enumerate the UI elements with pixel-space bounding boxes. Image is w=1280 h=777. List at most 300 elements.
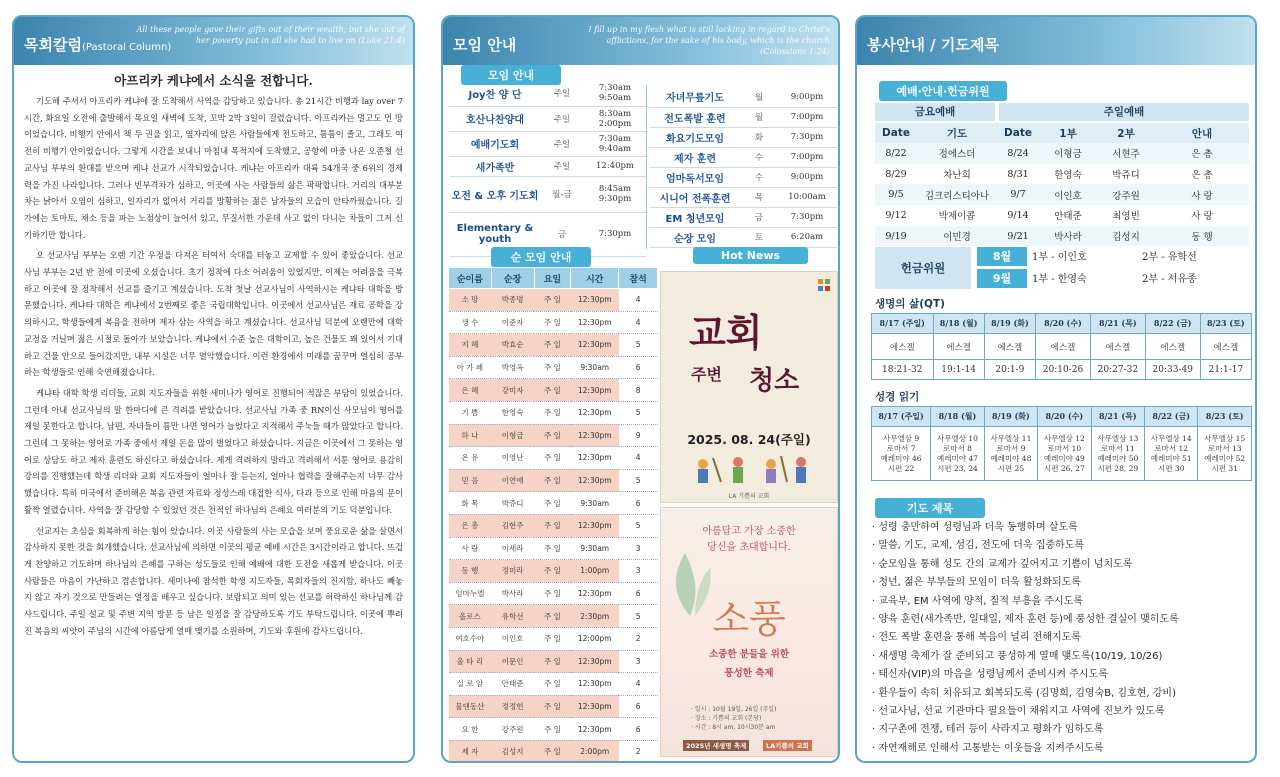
table-cell: 3 bbox=[619, 560, 658, 583]
table-cell: 9/19 bbox=[885, 230, 907, 242]
prayer-item: · 청년, 젊은 부부들의 모임이 더욱 활성화되도록 bbox=[872, 574, 1252, 592]
table-cell: 2 bbox=[619, 627, 658, 650]
table-cell: 차난희 bbox=[943, 170, 971, 182]
meeting-name: 화요기도모임 bbox=[649, 127, 741, 147]
table-cell: 12:30pm bbox=[571, 401, 619, 424]
reading-day: 8/21 (목) bbox=[1091, 407, 1144, 427]
table-row bbox=[449, 537, 658, 560]
qt-ref: 20:33-49 bbox=[1145, 360, 1200, 380]
table-cell: 이준자 bbox=[491, 311, 534, 334]
qt-ref: 20:10-26 bbox=[1036, 360, 1091, 380]
worship-table-body bbox=[875, 143, 1249, 246]
meeting-day: 월 bbox=[741, 87, 777, 107]
meeting-name: EM 청년모임 bbox=[649, 207, 741, 227]
reading-day: 8/18 (월) bbox=[931, 407, 984, 427]
table-cell: 4 bbox=[619, 289, 658, 312]
reading-line: 사무엘상 13 bbox=[1097, 433, 1139, 443]
table-cell: 2:00pm bbox=[571, 740, 619, 763]
table-cell: 정정헌 bbox=[491, 695, 534, 718]
qt-ref-row bbox=[872, 360, 1252, 380]
table-cell: 주 일 bbox=[534, 560, 571, 583]
table-cell: 소 망 bbox=[449, 289, 492, 312]
meeting-time: 6:20am bbox=[777, 227, 837, 247]
reading-line: 시편 31 bbox=[1211, 463, 1238, 473]
table-cell: 화 목 bbox=[449, 492, 492, 515]
table-cell: 주 일 bbox=[534, 537, 571, 560]
table-cell: 동 행 bbox=[449, 560, 492, 583]
meetings-quote: I fill up in my flesh what is still lacking in regard to Christ's afflictions, for the sake of his body, which is the church (Colossians 1:24) bbox=[588, 25, 830, 56]
table-row bbox=[449, 740, 658, 763]
reading-day: 8/23 (토) bbox=[1198, 407, 1252, 427]
reading-line: 예레미야 46 bbox=[880, 453, 922, 463]
reading-cell bbox=[984, 427, 1037, 481]
table-cell: 울 타 리 bbox=[449, 650, 492, 673]
table-cell: 주 일 bbox=[534, 447, 571, 470]
table-cell: 이형금 bbox=[1054, 149, 1082, 161]
table-cell: 김성지 bbox=[491, 740, 534, 763]
table-cell: 박사라 bbox=[491, 582, 534, 605]
prayer-item: · 교육부, EM 사역에 양적, 질적 부흥을 주시도록 bbox=[872, 593, 1252, 611]
meeting-time: 7:30am 9:40am bbox=[583, 131, 647, 156]
table-cell: 박종명 bbox=[491, 289, 534, 312]
table-cell: 이인호 bbox=[1054, 190, 1082, 202]
table-cell: 은 총 bbox=[449, 514, 492, 537]
qt-day: 8/19 (화) bbox=[984, 314, 1035, 334]
table-cell: 8/22 bbox=[885, 147, 907, 159]
table-cell: 주 일 bbox=[534, 469, 571, 492]
table-cell: 9:30am bbox=[571, 356, 619, 379]
table-cell: 생 수 bbox=[449, 311, 492, 334]
meeting-day: 화 bbox=[741, 127, 777, 147]
poster1-title: 교회 bbox=[689, 310, 763, 355]
poster2-foot2: LA기쁨의 교회 bbox=[763, 740, 812, 751]
qt-day: 8/20 (수) bbox=[1036, 314, 1091, 334]
meeting-name: 시니어 전폭훈련 bbox=[649, 187, 741, 207]
col-header: 순장 bbox=[491, 268, 534, 289]
table-cell: 주 일 bbox=[534, 718, 571, 741]
meeting-day: 주일 bbox=[541, 156, 583, 176]
service-header bbox=[857, 17, 1255, 65]
reading-day: 8/20 (수) bbox=[1038, 407, 1091, 427]
prayer-item: · 지구촌에 전쟁, 테러 등이 사라지고 평화가 임하도록 bbox=[872, 721, 1252, 739]
prayer-item: · 전도 폭발 훈련을 통해 복음이 널리 전해지도록 bbox=[872, 629, 1252, 647]
col-header: 순이름 bbox=[449, 268, 492, 289]
table-row bbox=[875, 164, 1249, 185]
table-cell: 이형금 bbox=[491, 424, 534, 447]
table-cell: 3 bbox=[619, 537, 658, 560]
table-row bbox=[449, 627, 658, 650]
reading-line: 사무엘상 11 bbox=[990, 433, 1032, 443]
reading-line: 로마서 9 bbox=[996, 443, 1026, 453]
col-header: 시간 bbox=[571, 268, 619, 289]
pastoral-header bbox=[14, 17, 413, 65]
church-cleanup-poster bbox=[660, 271, 838, 503]
meeting-name: 전도폭발 훈련 bbox=[649, 107, 741, 127]
worship-table-header bbox=[875, 123, 1249, 143]
prayer-list bbox=[872, 519, 1252, 758]
table-cell: 한영숙 bbox=[491, 401, 534, 424]
pastoral-column-panel bbox=[12, 15, 415, 763]
meeting-row bbox=[449, 131, 647, 156]
reading-line: 시편 25 bbox=[997, 463, 1025, 473]
meeting-name: Joy찬 양 단 bbox=[449, 81, 541, 106]
col-header: 참석 bbox=[619, 268, 658, 289]
new-life-festival-poster bbox=[660, 507, 838, 757]
meeting-time: 7:30pm bbox=[777, 127, 837, 147]
table-cell: 12:30pm bbox=[571, 695, 619, 718]
reading-line: 사무엘상 10 bbox=[936, 433, 978, 443]
table-cell: 주 일 bbox=[534, 650, 571, 673]
table-cell: 6 bbox=[619, 356, 658, 379]
reading-line: 사무엘상 9 bbox=[883, 433, 920, 443]
qt-ref: 20:27-32 bbox=[1090, 360, 1145, 380]
qt-book: 에스겔 bbox=[1200, 334, 1251, 360]
reading-table bbox=[871, 406, 1252, 481]
table-row bbox=[449, 424, 658, 447]
reading-cell bbox=[1091, 427, 1144, 481]
reading-line: 사무엘상 14 bbox=[1150, 433, 1192, 443]
table-cell: 4 bbox=[619, 673, 658, 696]
meeting-row bbox=[449, 176, 647, 212]
table-cell: 9 bbox=[619, 424, 658, 447]
offering-first: 1부 - 한영숙 bbox=[1032, 274, 1087, 285]
service-panel bbox=[855, 15, 1257, 763]
col-header: 요일 bbox=[534, 268, 571, 289]
qt-book: 에스겔 bbox=[984, 334, 1035, 360]
table-cell: 강미자 bbox=[491, 379, 534, 402]
table-cell: 12:30pm bbox=[571, 447, 619, 470]
table-cell: 강주원 bbox=[1112, 190, 1140, 202]
table-cell: 정에스더 bbox=[938, 149, 976, 161]
col-header: 안내 bbox=[1191, 127, 1213, 140]
table-cell: 주 일 bbox=[534, 627, 571, 650]
reading-line: 사무엘상 15 bbox=[1204, 433, 1246, 443]
table-row bbox=[449, 379, 658, 402]
col-header: 1부 bbox=[1059, 127, 1077, 140]
poster2-sub2: 풍성한 축제 bbox=[724, 668, 774, 679]
meeting-time: 12:40pm bbox=[583, 156, 647, 176]
poster2-tag2: 당신을 초대합니다. bbox=[707, 542, 791, 553]
table-cell: 주 일 bbox=[534, 740, 571, 763]
offering-second: 2부 - 서유종 bbox=[1142, 274, 1197, 285]
prayer-item: · 말씀, 기도, 교제, 섬김, 전도에 더욱 집중하도록 bbox=[872, 537, 1252, 555]
table-cell: 사 랑 bbox=[449, 537, 492, 560]
poster2-sub1: 소중한 분들을 위한 bbox=[708, 649, 790, 660]
table-cell: 주 일 bbox=[534, 311, 571, 334]
pastoral-quote: All these people gave their gifts out of their wealth; but she out of her poverty put in all she had to live on (Luke 21:4) bbox=[136, 25, 405, 45]
article-paragraph: 케냐타 대학 학생 리더들, 교회 지도자들을 위한 세미나가 영어로 진행되어 적잖은 부담이 있었습니다. 그런데 아내 선교사님의 말 한마디에 큰 격려를 받았습니다. 선교사님 가족 중 RN이신 사모님이 영어를 제일 못한다고 합니다. 남편, 자녀들이 틈만 나면 영어가 늘었다고 지적해서 주눅들 때가 많았다고 합니다. 그런데 그 못하는 영어로 가족 중에서 제일 돈을 많이 벌었다고 하셨습니다. 지금은 이곳에서 그 못하는 영어로 상담도 하고 제자 훈련도 하신다고 하셨습니다. 제게 격려하지 말라고 격려해서 서툰 영어로 용감히 강의를 진행했는데 학생 리더와 교회 지도자들이 얼마나 잘 듣는지, 얼마나 협력을 잘해주는지 너무 감사했습니다. 특히 미국에서 준비해온 복음 관련 자료와 정성스레 대접한 식사, 다과 등으로 인해 마음의 문이 활짝 열렸습니다. 사역을 잘 감당할 수 있었던 것은 전적인 하나님의 은혜요 여러분의 기도 덕분입니다. bbox=[24, 387, 403, 515]
reading-cell bbox=[1145, 427, 1198, 481]
sun-table-header bbox=[449, 268, 658, 289]
meeting-name: 자녀무릎기도 bbox=[649, 87, 741, 107]
table-cell: 은 총 bbox=[1191, 149, 1213, 161]
qt-title: 생명의 삶(QT) bbox=[875, 298, 945, 310]
meetings-header bbox=[443, 17, 838, 65]
table-cell: 주 일 bbox=[534, 289, 571, 312]
reading-line: 시편 22 bbox=[887, 463, 915, 473]
table-cell: 박사라 bbox=[1054, 232, 1082, 244]
table-cell: 9/21 bbox=[1007, 230, 1029, 242]
table-cell: 유학선 bbox=[491, 605, 534, 628]
meeting-row bbox=[449, 106, 647, 131]
table-cell: 12:30pm bbox=[571, 289, 619, 312]
qt-ref: 18:21-32 bbox=[872, 360, 934, 380]
table-cell: 12:30pm bbox=[571, 514, 619, 537]
meeting-row bbox=[649, 127, 837, 147]
table-cell: 주 일 bbox=[534, 514, 571, 537]
table-cell: 4 bbox=[619, 311, 658, 334]
table-row bbox=[449, 311, 658, 334]
pastoral-title: 목회칼럼(Pastoral Column) bbox=[24, 36, 172, 54]
meeting-day: 월 bbox=[741, 107, 777, 127]
reading-line: 예레미야 51 bbox=[1150, 453, 1192, 463]
table-cell: 여호수아 bbox=[449, 627, 492, 650]
table-row bbox=[449, 673, 658, 696]
offering-label: 헌금위원 bbox=[875, 247, 971, 289]
col-header: 기도 bbox=[946, 127, 968, 140]
table-cell: 은 총 bbox=[1191, 170, 1213, 182]
table-cell: 한영숙 bbox=[1054, 170, 1082, 182]
qt-book: 에스겔 bbox=[933, 334, 984, 360]
meeting-row bbox=[649, 187, 837, 207]
table-cell: 요 한 bbox=[449, 718, 492, 741]
meeting-row bbox=[649, 107, 837, 127]
reading-line: 로마서 8 bbox=[943, 443, 972, 453]
col-header: Date bbox=[882, 127, 910, 139]
table-cell: 물댄동산 bbox=[449, 695, 492, 718]
reading-header-row bbox=[872, 407, 1252, 427]
meeting-name: 순장 모임 bbox=[649, 227, 741, 247]
meeting-day: 주일 bbox=[541, 131, 583, 156]
sun-meeting-table bbox=[448, 267, 658, 763]
meeting-name: 엄마독서모임 bbox=[649, 167, 741, 187]
table-cell: 8/29 bbox=[885, 168, 907, 180]
reading-line: 시편 28, 29 bbox=[1097, 463, 1139, 473]
table-cell: 8/31 bbox=[1007, 168, 1029, 180]
table-cell: 1:00pm bbox=[571, 560, 619, 583]
table-cell: 12:00pm bbox=[571, 627, 619, 650]
table-cell: 온 유 bbox=[449, 447, 492, 470]
table-cell: 안태준 bbox=[491, 673, 534, 696]
meeting-row bbox=[649, 227, 837, 247]
meeting-time: 10:00am bbox=[777, 187, 837, 207]
offering-first: 1부 - 이인호 bbox=[1032, 252, 1087, 263]
poster2-foot1: 2025년 새생명 축제 bbox=[683, 740, 749, 751]
table-cell: 박영옥 bbox=[491, 356, 534, 379]
meeting-time: 7:30pm bbox=[583, 212, 647, 256]
table-cell: 안태준 bbox=[1054, 211, 1082, 223]
col-header: Date bbox=[1004, 127, 1032, 139]
poster1-sub-a: 주변 bbox=[691, 365, 722, 384]
qt-day: 8/23 (토) bbox=[1200, 314, 1251, 334]
poster1-sub-b: 청소 bbox=[749, 366, 800, 396]
table-cell: 2 bbox=[619, 740, 658, 763]
church-logo-icon bbox=[817, 278, 831, 292]
meeting-row bbox=[649, 147, 837, 167]
reading-line: 로마서 12 bbox=[1154, 443, 1189, 453]
worship-service-table bbox=[875, 123, 1249, 246]
table-row bbox=[449, 605, 658, 628]
table-cell: 5 bbox=[619, 605, 658, 628]
qt-day: 8/21 (목) bbox=[1090, 314, 1145, 334]
table-cell: 주 일 bbox=[534, 582, 571, 605]
table-cell: 주 일 bbox=[534, 492, 571, 515]
qt-day: 8/22 (금) bbox=[1145, 314, 1200, 334]
table-cell: 5 bbox=[619, 334, 658, 357]
table-cell: 이연애 bbox=[491, 469, 534, 492]
prayer-item: · 성령 충만하여 성령님과 더욱 동행하며 살도록 bbox=[872, 519, 1252, 537]
qt-ref: 21:1-17 bbox=[1200, 360, 1251, 380]
table-row bbox=[449, 492, 658, 515]
table-cell: 주 일 bbox=[534, 379, 571, 402]
table-cell: 정미라 bbox=[491, 560, 534, 583]
prayer-item: · 양육 훈련(새가족반, 일대일, 제자 훈련 등)에 풍성한 결실이 맺히도록 bbox=[872, 611, 1252, 629]
table-cell: 이문인 bbox=[491, 650, 534, 673]
meeting-row bbox=[449, 81, 647, 106]
meeting-time: 7:30am 9:50am bbox=[583, 81, 647, 106]
table-cell: 4 bbox=[619, 447, 658, 470]
table-row bbox=[449, 356, 658, 379]
prayer-item: · 새생명 축제가 잘 준비되고 풍성하게 열매 맺도록(10/19, 10/26) bbox=[872, 648, 1252, 666]
prayer-item: · 순모임을 통해 성도 간의 교제가 깊어지고 기쁨이 넘치도록 bbox=[872, 556, 1252, 574]
table-cell: 주 일 bbox=[534, 673, 571, 696]
reading-line: 시편 30 bbox=[1158, 463, 1185, 473]
col-header: 2부 bbox=[1117, 127, 1135, 140]
meeting-day: 금 bbox=[741, 207, 777, 227]
hot-news-label: Hot News bbox=[693, 247, 808, 264]
table-row bbox=[449, 560, 658, 583]
table-cell: 박제이콥 bbox=[938, 211, 976, 223]
table-row bbox=[449, 514, 658, 537]
meeting-day: 목 bbox=[741, 187, 777, 207]
meeting-day: 수 bbox=[741, 147, 777, 167]
table-cell: 주 일 bbox=[534, 401, 571, 424]
qt-header-row bbox=[872, 314, 1252, 334]
meeting-time: 9:00pm bbox=[777, 167, 837, 187]
table-cell: 9/14 bbox=[1007, 209, 1029, 221]
table-cell: 3 bbox=[619, 650, 658, 673]
reading-line: 로마서 10 bbox=[1047, 443, 1082, 453]
table-cell: 9:30am bbox=[571, 537, 619, 560]
reading-line: 로마서 11 bbox=[1100, 443, 1135, 453]
meeting-day: 수 bbox=[741, 167, 777, 187]
table-cell: 최영빈 bbox=[1112, 211, 1140, 223]
table-cell: 9/7 bbox=[1010, 189, 1026, 201]
poster2-detail: · 일시 : 10월 19일, 26일 (주일) bbox=[691, 706, 777, 713]
table-cell: 12:30pm bbox=[571, 469, 619, 492]
table-cell: 박쥬디 bbox=[491, 492, 534, 515]
reading-title: 성경 읽기 bbox=[875, 391, 920, 403]
table-cell: 6 bbox=[619, 718, 658, 741]
table-cell: 서현주 bbox=[1112, 149, 1140, 161]
qt-book: 에스겔 bbox=[1090, 334, 1145, 360]
table-cell: 5 bbox=[619, 401, 658, 424]
table-cell: 12:30pm bbox=[571, 650, 619, 673]
meeting-name: Elementary & youth bbox=[449, 212, 541, 256]
meetings-title: 모임 안내 bbox=[453, 36, 517, 54]
meeting-time: 9:00pm bbox=[777, 87, 837, 107]
table-cell: 하 나 bbox=[449, 424, 492, 447]
sun-meeting-label: 순 모임 안내 bbox=[491, 247, 591, 267]
table-cell: 주 일 bbox=[534, 356, 571, 379]
article-paragraph: 선교지는 초심을 회복하게 하는 힘이 있습니다. 이곳 사람들의 사는 모습을 보며 풍요로운 삶을 살면서 감사하지 못한 것을 회개했습니다. 선교사님에 의하면 이곳의 평균 예배 시간은 3시간이라고 합니다. 뜨겁게 찬양하고 기도하며 하나님의 은혜를 구하는 성도들로 인해 예배에 대한 도전을 새롭게 받습니다. 이곳 사람들은 마음이 가난하고 겸손합니다. 세미나에 참석한 학생 지도자들, 목회자들의 진지함, 하나도 빼놓지 않고 자기 것으로 만들려는 열정을 배우고 싶습니다. 보람되고 의미 있는 선교를 허락하신 하나님께 감사드립니다. 주일 설교 및 주변 지역 방문 등 남은 일정을 잘 감당하도록 기도 부탁드립니다. 이곳에 뿌려진 복음의 씨앗이 주님의 시간에 아름답게 열매 맺기를 소원하며, 기도와 후원에 감사드립니다. bbox=[24, 525, 403, 636]
reading-day: 8/19 (화) bbox=[984, 407, 1037, 427]
reading-cell bbox=[872, 427, 931, 481]
table-cell: 박효순 bbox=[491, 334, 534, 357]
reading-day: 8/22 (금) bbox=[1145, 407, 1198, 427]
table-cell: 지 혜 bbox=[449, 334, 492, 357]
prayer-item: · 태신자(VIP)의 마음을 성령님께서 준비시켜 주시도록 bbox=[872, 666, 1252, 684]
meeting-row bbox=[649, 167, 837, 187]
meeting-row bbox=[649, 87, 837, 107]
pastoral-title-en: (Pastoral Column) bbox=[81, 42, 172, 53]
meetings-right-table bbox=[649, 87, 837, 248]
meeting-time: 7:00pm bbox=[777, 107, 837, 127]
table-cell: 12:30pm bbox=[571, 311, 619, 334]
table-row bbox=[449, 582, 658, 605]
prayer-item: · 환우들이 속히 치유되고 회복되도록 (김명희, 김영숙B, 김호현, 강비) bbox=[872, 685, 1252, 703]
reading-cell bbox=[1038, 427, 1091, 481]
poster2-detail: · 장소 : 기쁨의 교회 (본당) bbox=[691, 715, 762, 722]
table-cell: 5 bbox=[619, 514, 658, 537]
reading-line: 예레미야 49 bbox=[1043, 453, 1085, 463]
reading-line: 예레미야 50 bbox=[1097, 453, 1139, 463]
table-cell: 올로스 bbox=[449, 605, 492, 628]
qt-table bbox=[871, 313, 1252, 380]
table-row bbox=[875, 226, 1249, 247]
poster2-detail: · 시간 : 8시 am, 10시30분 am bbox=[691, 724, 776, 731]
meeting-day: 월-금 bbox=[541, 176, 583, 212]
table-cell: 주 일 bbox=[534, 605, 571, 628]
table-cell: 김성지 bbox=[1112, 232, 1140, 244]
table-row bbox=[449, 695, 658, 718]
meeting-row bbox=[649, 207, 837, 227]
meeting-day: 금 bbox=[541, 212, 583, 256]
article-paragraph: 기도해 주셔서 아프리카 케냐에 잘 도착해서 사역을 감당하고 있습니다. 총 21시간 비행과 lay over 7시간, 화요일 오전에 출발해서 목요일 새벽에 도착, 꼬박 2박 3일이 걸렸습니다. 아프리카는 멀고도 먼 땅이었습니다. 비행기 안에서 책 두 권을 읽고, 옆자리에 앉은 사람들에게 전도하고, 틈틈이 졸고, 그래도 여전히 비행기 안이었습니다. 그렇게 시간을 보내니 마침내 목적지에 도착했고, 공항에 마중 나온 오준철 선교사님 부부의 환대를 받으며 케냐 선교가 시작되었습니다. 케냐는 아프리카 대륙 54개국 중 6위의 경제력을 가진 나라입니다. 그러나 빈부격차가 심하고, 이곳에 사는 사람들의 삶은 팍팍합니다. 거리의 대부분 차는 낡아서 오염이 심하고, 일자리가 없어서 거리를 방황하는 젊은 남자들의 모습이 안타까웠습니다. 길가에는 토마토, 채소 등을 파는 노점상이 늘어서 있고, 무질서한 가운데 사고 없이 다니는 차들이 그저 신기하기만 합니다. bbox=[24, 96, 403, 240]
sun-table-body bbox=[449, 289, 658, 763]
table-cell: 제 자 bbox=[449, 740, 492, 763]
table-cell: 이세라 bbox=[491, 537, 534, 560]
table-cell: 믿 음 bbox=[449, 469, 492, 492]
table-cell: 이인호 bbox=[491, 627, 534, 650]
table-cell: 주 일 bbox=[534, 695, 571, 718]
reading-line: 예레미야 47 bbox=[936, 453, 978, 463]
qt-book-row bbox=[872, 334, 1252, 360]
poster1-date: 2025. 08. 24(주일) bbox=[687, 432, 811, 447]
table-row bbox=[449, 289, 658, 312]
offering-second: 2부 - 유학선 bbox=[1142, 252, 1197, 263]
table-cell: 8/24 bbox=[1007, 147, 1029, 159]
qt-book: 에스겔 bbox=[1145, 334, 1200, 360]
table-cell: 주 일 bbox=[534, 424, 571, 447]
poster2-tag1: 아름답고 가장 소중한 bbox=[702, 526, 796, 537]
sunday-worship-label: 주일예배 bbox=[999, 103, 1249, 121]
qt-day: 8/18 (월) bbox=[933, 314, 984, 334]
poster1-church: LA 기쁨의 교회 bbox=[728, 493, 770, 500]
reading-body-row bbox=[872, 427, 1252, 481]
qt-ref: 19:1-14 bbox=[933, 360, 984, 380]
reading-line: 사무엘상 12 bbox=[1043, 433, 1085, 443]
prayer-label: 기도 제목 bbox=[875, 498, 985, 518]
table-row bbox=[449, 401, 658, 424]
table-cell: 12:30pm bbox=[571, 379, 619, 402]
table-cell: 김현주 bbox=[491, 514, 534, 537]
meeting-name: 예배기도회 bbox=[449, 131, 541, 156]
worship-committee-label: 예배·안내·헌금위원 bbox=[879, 81, 1007, 101]
table-row bbox=[875, 205, 1249, 226]
meeting-row bbox=[449, 156, 647, 176]
reading-day: 8/17 (주일) bbox=[872, 407, 931, 427]
